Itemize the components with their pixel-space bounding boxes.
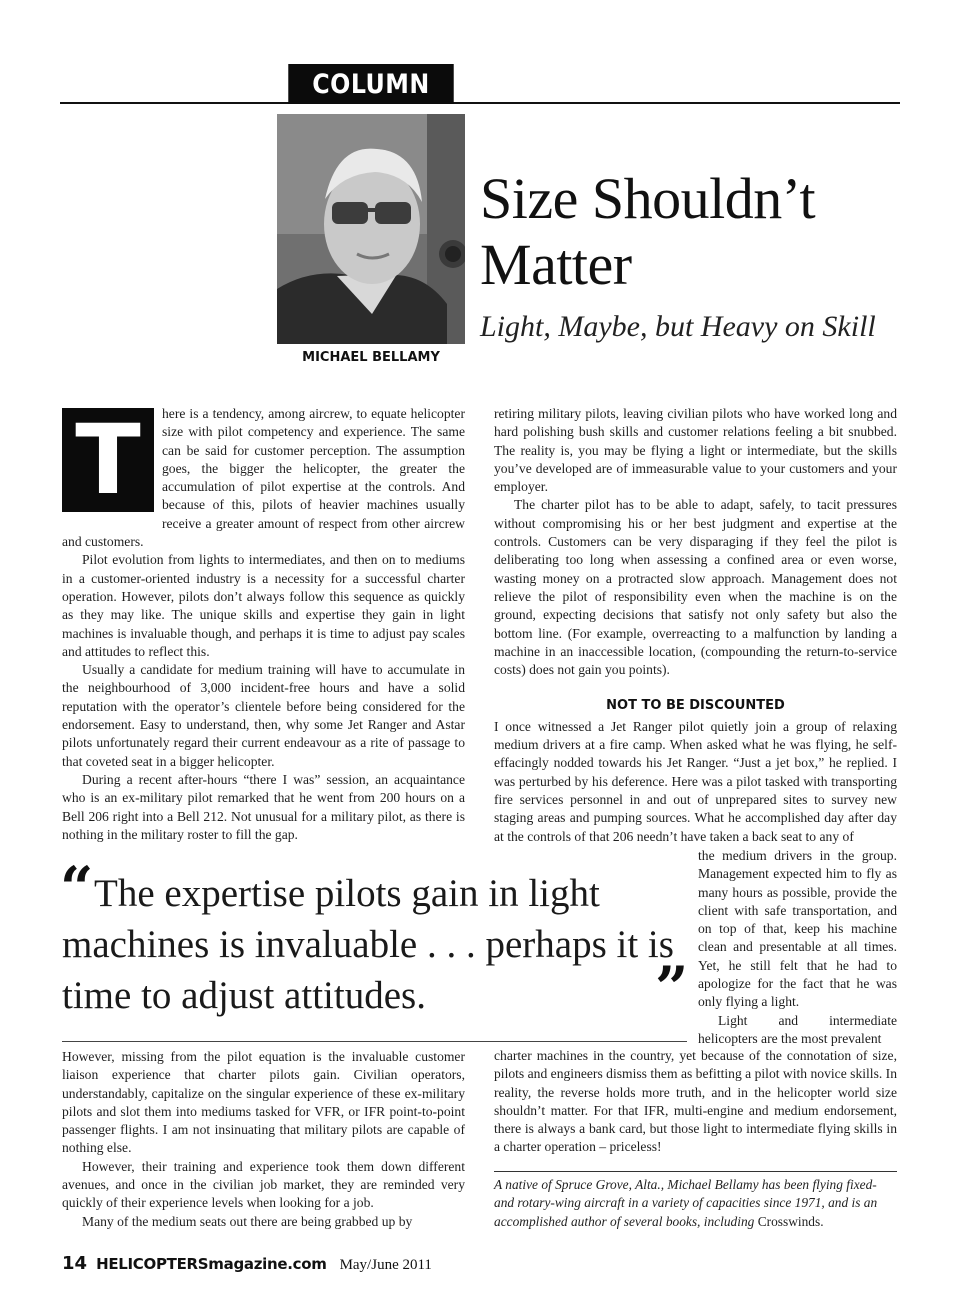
author-photo	[277, 114, 465, 344]
author-bio	[494, 1176, 897, 1231]
pull-quote: The expertise pilots gain in light machines is invaluable . . . perhaps it is time to adjust attitudes.	[62, 872, 674, 1017]
right-column-top	[494, 405, 897, 846]
paragraph: However, their training and experience took them down different avenues, and once in the civilian job market, they are reminded very quickly of their experience levels when looking for a job.	[62, 1158, 465, 1211]
book-title: Crosswinds.	[757, 1213, 824, 1229]
title-line-2: Matter	[480, 232, 632, 297]
close-quote-mark: ”	[655, 954, 689, 1022]
right-column-narrow	[698, 847, 897, 1048]
paragraph: The charter pilot has to be able to adapt, safely, to tacit pressures without compromising his or her best judgment and expertise at the controls. Customers can be very disparaging if they feel the pilot is deliberating too long when assessing a confined area or even worse, wasting money on a protracted slow approach. Management does not relieve the pilot of responsibility even when the machine is on the ground, expecting decisions that satisfy not only safety but also the bottom line. (For example, overreacting to a malfunction by landing a machine in an inaccessible location, (compounding the return-to-service costs) does not gain you points).	[494, 497, 897, 678]
paragraph: However, missing from the pilot equation is the invaluable customer liaison experience that charter pilots gain. Civilian operators, understandably, capitalize on the singular experience of these ex-military pilots and slot them into mediums tasked for VFR, or IFR point-to-point passenger flights. I am not insinuating that military pilots are capable of nothing else.	[62, 1049, 465, 1156]
section-label: COLUMN	[288, 64, 453, 104]
section-subhead: NOT TO BE DISCOUNTED	[606, 698, 785, 714]
paragraph: Light and intermediate helicopters are the most prevalent	[698, 1012, 897, 1046]
open-quote-mark: “	[60, 854, 94, 922]
paragraph: here is a tendency, among aircrew, to equate helicopter size with pilot competency and experience. The same can be said for customer perception. The assumption goes, the bigger the helicopter, the greater the accumulation of pilot expertise at the controls. And because of this, pilots of heavier machines usually receive a greater amount of respect from other aircrew and customers.	[62, 406, 465, 550]
bio-rule	[494, 1171, 897, 1172]
pull-quote-rule	[62, 1041, 687, 1042]
paragraph: Many of the medium seats out there are being grabbed up by	[82, 1213, 413, 1229]
paragraph: Usually a candidate for medium training will have to accumulate in the neighbourhood of 3,000 incident-free hours and have a solid reputation with the operator’s clientele before being considered for the endorsement. Easy to understand, then, why some Jet Ranger and Astar pilots unfortunately regard their current endeavour as a rite of passage to that coveted seat in a bigger helicopter.	[62, 662, 465, 769]
header-rule	[60, 102, 900, 104]
left-column-top	[62, 405, 465, 844]
paragraph: I once witnessed a Jet Ranger pilot quietly join a group of relaxing medium drivers at a fire camp. When asked what he was flying, he self-effacingly nodded towards his Jet Ranger. “Just a jet box,” he replied. I was perturbed by his deference. Here was a pilot tasked with transporting fire services personnel in and out of unprepared sites to survey new staging areas and pumping sources. What he accomplished day after day at the controls of that 206 needn’t have taken a back seat to any of	[494, 718, 897, 844]
left-column-bottom	[62, 1048, 465, 1231]
author-byline: MICHAEL BELLAMY	[302, 350, 440, 365]
paragraph: charter machines in the country, yet because of the connotation of size, pilots and engineers dismiss them as befitting a pilot with novice skills. In reality, the reverse holds more truth, and in the helicopter world size shouldn’t matter. For that IFR, multi-engine and medium endorsement, there is always a bank card, but those light to intermediate flying skills in a charter operation – priceless!	[494, 1048, 897, 1155]
title-line-1: Size Shouldn’t	[480, 166, 816, 231]
article-title	[480, 166, 910, 298]
paragraph: Pilot evolution from lights to intermediates, and then on to mediums in a customer-oriented industry is a necessity for a successful charter operation. However, pilots don’t always follow this sequence as quickly as they may like. The unique skills and expertise they gain in light machines is invaluable though, and perhaps it is time to adjust pay scales and attitudes to reflect this.	[62, 552, 465, 659]
paragraph: During a recent after-hours “there I was” session, an acquaintance who is an ex-military pilot remarked that he went from 200 hours on a Bell 206 right into a Bell 212. Not unusual for a military pilot, as there is nothing in the military roster to fill the gap.	[62, 771, 465, 842]
article-subtitle: Light, Maybe, but Heavy on Skill	[480, 310, 876, 343]
paragraph: retiring military pilots, leaving civilian pilots who have worked long and hard polishing bush skills and customer relations feeling a bit snubbed. The reality is, you may be flying a light or intermediate, but the skills you’ve developed are of immeasurable value to your customers and your employer.	[494, 406, 897, 495]
issue-date: May/June 2011	[339, 1257, 432, 1273]
paragraph: the medium drivers in the group. Management expected him to fly as many hours as possible, provide the client with safe transportation, and on top of that, keep his machine clean and presentable at all times. Yet, he still felt that he had to apologize for the fact that he was only flying a light.	[698, 848, 897, 1010]
magazine-site: HELICOPTERSmagazine.com	[96, 1255, 327, 1273]
page-number: 14	[62, 1253, 88, 1274]
bio-text: A native of Spruce Grove, Alta., Michael Bellamy has been flying fixed- and rotary-wing aircraft in a variety of capacities since 1971, and is an accomplished author of several books, including	[494, 1177, 878, 1229]
right-column-bottom	[494, 1047, 897, 1157]
page-footer	[62, 1253, 432, 1274]
drop-cap: T	[62, 408, 154, 512]
